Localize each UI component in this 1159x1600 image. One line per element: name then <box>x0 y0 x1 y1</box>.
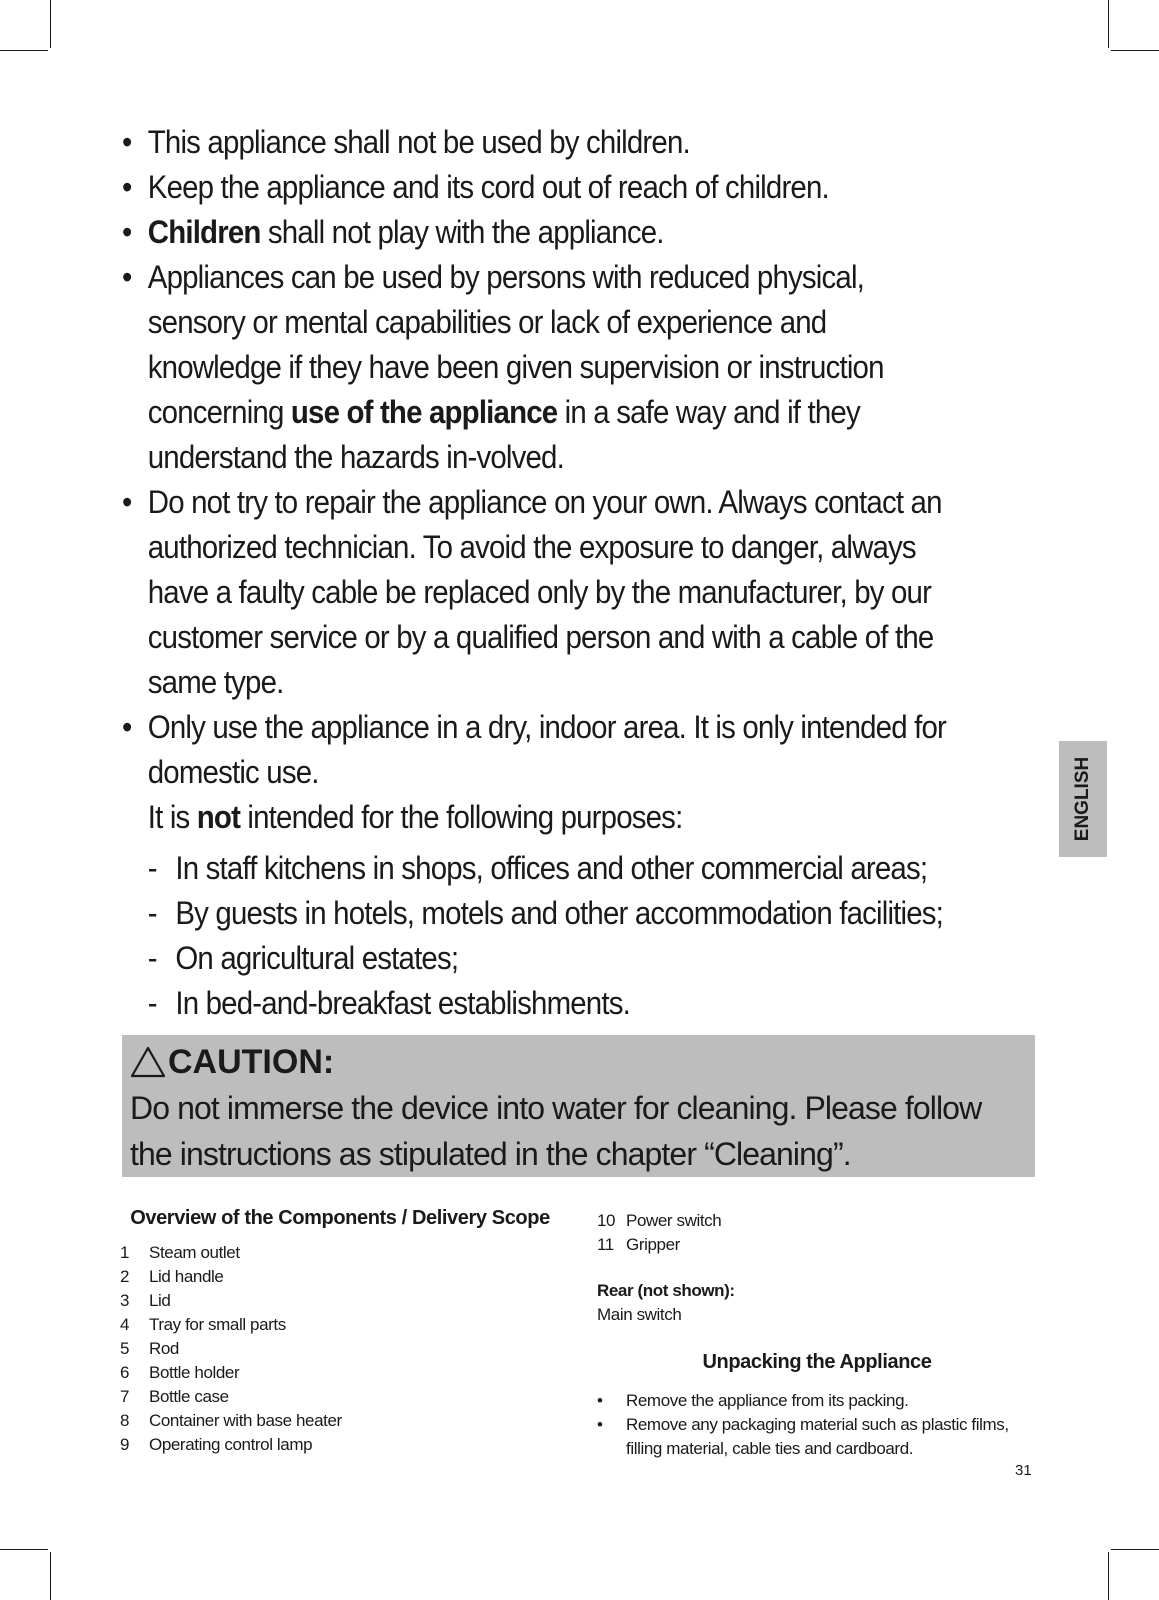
item-number: 10 <box>597 1211 616 1230</box>
item-label: Power switch <box>626 1211 722 1230</box>
text-run: Appliances can be used by persons with reduced physical, sensory or mental capabilities or lack of experience and knowledge if they have been given supervision or instruction concerning <box>147 259 884 430</box>
item-label: Bottle holder <box>149 1363 240 1382</box>
item-number: 9 <box>120 1435 130 1454</box>
list-item: - In staff kitchens in shops, offices and other commercial areas; <box>148 846 950 891</box>
rear-item: Main switch <box>597 1305 682 1324</box>
page-number: 31 <box>1015 1462 1032 1479</box>
list-item <box>120 1313 560 1337</box>
item-label: Operating control lamp <box>149 1435 313 1454</box>
not-intended-intro: It is <box>147 799 197 835</box>
list-item <box>122 705 950 1026</box>
list-item <box>120 1433 560 1457</box>
list-item <box>120 1289 560 1313</box>
components-continued <box>597 1209 1037 1461</box>
item-label: Gripper <box>626 1235 680 1254</box>
item-number: 4 <box>120 1315 130 1334</box>
indoor-use-text: Only use the appliance in a dry, indoor area. It is only intended for domestic use. <box>147 709 946 790</box>
list-item: - On agricultural estates; <box>148 936 950 981</box>
item-label: Bottle case <box>149 1387 229 1406</box>
list-item <box>122 480 950 705</box>
item-number: 8 <box>120 1411 130 1430</box>
list-item <box>597 1233 1037 1257</box>
item-number: 11 <box>597 1235 614 1254</box>
list-item <box>120 1361 560 1385</box>
item-number: 1 <box>120 1243 130 1262</box>
list-item <box>120 1265 560 1289</box>
not-intended-purposes-list <box>148 846 950 1026</box>
caution-box <box>122 1035 1035 1177</box>
list-item <box>122 120 950 165</box>
language-tab <box>1059 741 1107 857</box>
item-label: Tray for small parts <box>149 1315 286 1334</box>
unpacking-list <box>597 1389 1037 1461</box>
caution-heading <box>130 1039 1027 1085</box>
list-item <box>597 1209 1037 1233</box>
text-run: This appliance shall not be used by children. <box>147 124 690 160</box>
item-label: Rod <box>149 1339 179 1358</box>
list-item <box>120 1385 560 1409</box>
components-list <box>120 1241 560 1457</box>
text-run: Do not try to repair the appliance on your own. Always contact an authorized technician. To avoid the exposure to danger, always have a faulty cable be replaced only by the manufacturer, by our customer service or by a qualified person and with a cable of the same type. <box>147 484 942 700</box>
list-item <box>122 210 950 255</box>
item-label: Steam outlet <box>149 1243 240 1262</box>
crop-mark <box>0 1549 48 1550</box>
caution-text: Do not immerse the device into water for cleaning. Please follow the instructions as stipulated in the chapter “Cleaning”. <box>130 1090 982 1172</box>
emphasis-text: Children <box>147 214 261 250</box>
list-item <box>122 165 950 210</box>
components-section <box>120 1205 560 1457</box>
rear-label: Rear (not shown): <box>597 1281 735 1300</box>
list-item <box>122 255 950 480</box>
components-list-continued <box>597 1209 1037 1257</box>
item-label: Container with base heater <box>149 1411 342 1430</box>
item-number: 6 <box>120 1363 130 1382</box>
text-run: in a safe way and if they understand the hazards in-volved. <box>147 394 860 475</box>
list-item <box>120 1337 560 1361</box>
components-heading: Overview of the Components / Delivery Scope <box>130 1207 550 1229</box>
crop-mark <box>0 50 48 51</box>
text-run: shall not play with the appliance. <box>260 214 664 250</box>
text-run: Keep the appliance and its cord out of reach of children. <box>147 169 829 205</box>
item-number: 3 <box>120 1291 130 1310</box>
item-number: 5 <box>120 1339 130 1358</box>
emphasis-text: use of the appliance <box>290 394 558 430</box>
list-item: - By guests in hotels, motels and other accommodation facilities; <box>148 891 950 936</box>
list-item: • Remove the appliance from its packing. <box>597 1389 1037 1413</box>
item-number: 7 <box>120 1387 130 1406</box>
crop-mark <box>1111 1549 1159 1550</box>
list-item: - In bed-and-breakfast establishments. <box>148 981 950 1026</box>
not-intended-emphasis: not <box>196 799 241 835</box>
crop-mark <box>50 0 51 48</box>
crop-mark <box>50 1552 51 1600</box>
item-label: Lid handle <box>149 1267 224 1286</box>
list-item <box>120 1241 560 1265</box>
not-intended-rest: intended for the following purposes: <box>240 799 683 835</box>
crop-mark <box>1108 0 1109 48</box>
language-tab-label: ENGLISH <box>1072 756 1094 842</box>
caution-title: CAUTION: <box>168 1043 335 1081</box>
list-item <box>120 1409 560 1433</box>
crop-mark <box>1111 50 1159 51</box>
unpacking-heading: Unpacking the Appliance <box>702 1351 932 1373</box>
crop-mark <box>1108 1552 1109 1600</box>
item-number: 2 <box>120 1267 130 1286</box>
list-item: • Remove any packaging material such as plastic films, filling material, cable ties and cardboard. <box>597 1413 1037 1461</box>
safety-instructions-list <box>122 120 950 1026</box>
warning-triangle-icon <box>130 1045 166 1079</box>
item-label: Lid <box>149 1291 171 1310</box>
